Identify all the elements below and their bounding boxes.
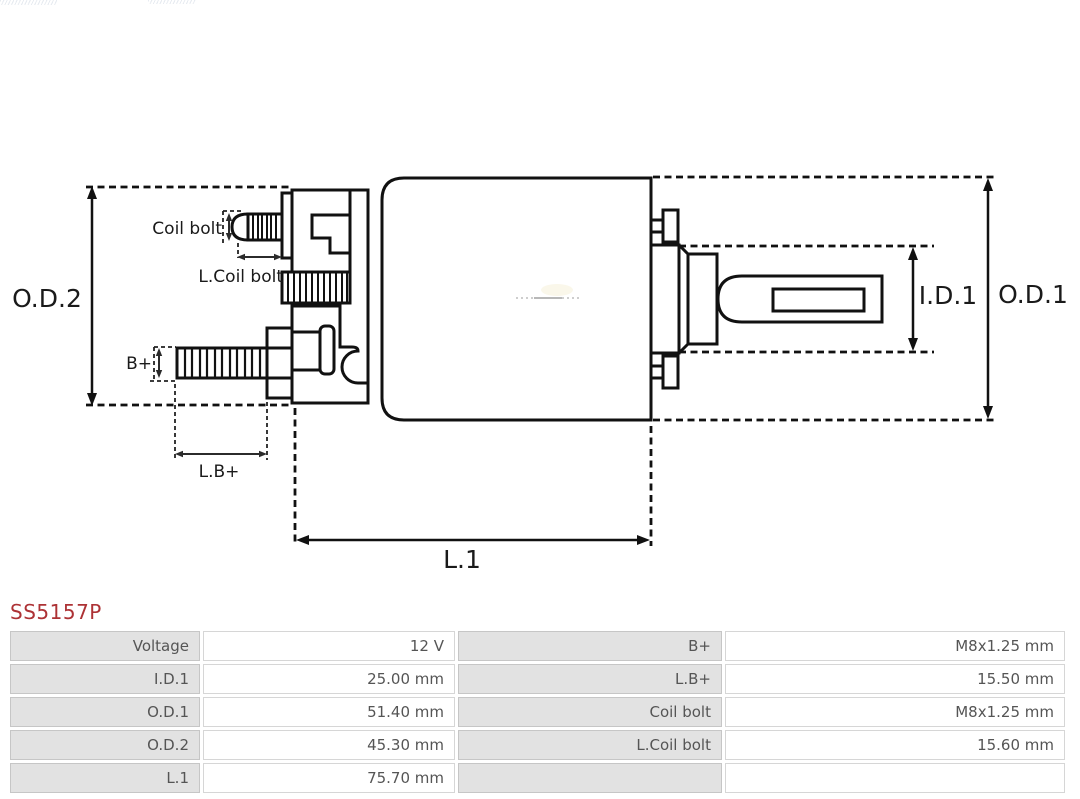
spec-value: 12 V [203,631,455,661]
l-b-plus-label: L.B+ [198,462,240,482]
l-coil-bolt-dimension [198,254,283,287]
rear-terminal-bottom [651,366,663,378]
spec-value: M8x1.25 mm [725,697,1065,727]
arrowhead-down [226,233,232,241]
spec-label: Voltage [10,631,200,661]
od1-dimension [983,178,1068,419]
spec-table [10,631,1080,793]
product-spec-section [0,598,1080,793]
spec-label: I.D.1 [10,664,200,694]
rear-terminal-bottom [663,356,678,388]
b-plus-dimension [126,348,162,378]
od2-dimension [12,186,97,406]
solenoid-body [382,178,651,420]
arrowhead-up [983,178,993,191]
arrowhead-right [259,451,267,457]
arrowhead-up [908,247,918,260]
arrowhead-down [156,370,162,378]
od2-label: O.D.2 [12,284,82,313]
arrowhead-left [237,254,245,260]
spec-value: 45.30 mm [203,730,455,760]
spec-value: 75.70 mm [203,763,455,793]
id1-dimension [908,247,977,351]
threaded-bushing [282,272,350,303]
l1-dimension [296,535,650,574]
coil-bolt-label: Coil bolt [152,219,222,239]
rear-terminal-top [663,210,678,242]
arrowhead-left [175,451,183,457]
spec-value: 51.40 mm [203,697,455,727]
l1-label: L.1 [443,545,481,574]
rear-boss [651,245,679,353]
plunger-shaft [718,276,882,322]
arrowhead-up [156,348,162,356]
spec-label: L.1 [10,763,200,793]
spec-label [458,763,722,793]
arrowhead-down [983,406,993,419]
b-plus-terminal-stud [177,348,267,378]
rear-terminal-top [651,220,663,232]
arrowhead-up [226,213,232,221]
spec-value: 25.00 mm [203,664,455,694]
spec-label: B+ [458,631,722,661]
rear-boss-step [688,254,717,344]
l-b-plus-dimension [175,451,267,482]
spec-value: M8x1.25 mm [725,631,1065,661]
id1-label: I.D.1 [918,281,978,310]
coil-bolt-dimension [152,213,232,241]
spec-value: 15.60 mm [725,730,1065,760]
spec-value: 15.50 mm [725,664,1065,694]
rear-assembly [651,210,882,388]
arrowhead-left [296,535,309,545]
part-number[interactable]: SS5157P [10,600,102,624]
spec-label: O.D.1 [10,697,200,727]
spec-label: O.D.2 [10,730,200,760]
l-coil-bolt-label: L.Coil bolt [198,267,283,287]
b-plus-label: B+ [126,354,152,374]
od1-label: O.D.1 [998,280,1068,309]
spec-label: Coil bolt [458,697,722,727]
spec-label: L.Coil bolt [458,730,722,760]
arrowhead-down [908,338,918,351]
rivet-pin [320,326,334,374]
b-plus-nut [267,328,292,398]
small-dimension-guides [150,211,267,460]
coil-bolt-terminal-stud [232,214,282,240]
arrowhead-right [637,535,650,545]
spec-label: L.B+ [458,664,722,694]
spec-value [725,763,1065,793]
